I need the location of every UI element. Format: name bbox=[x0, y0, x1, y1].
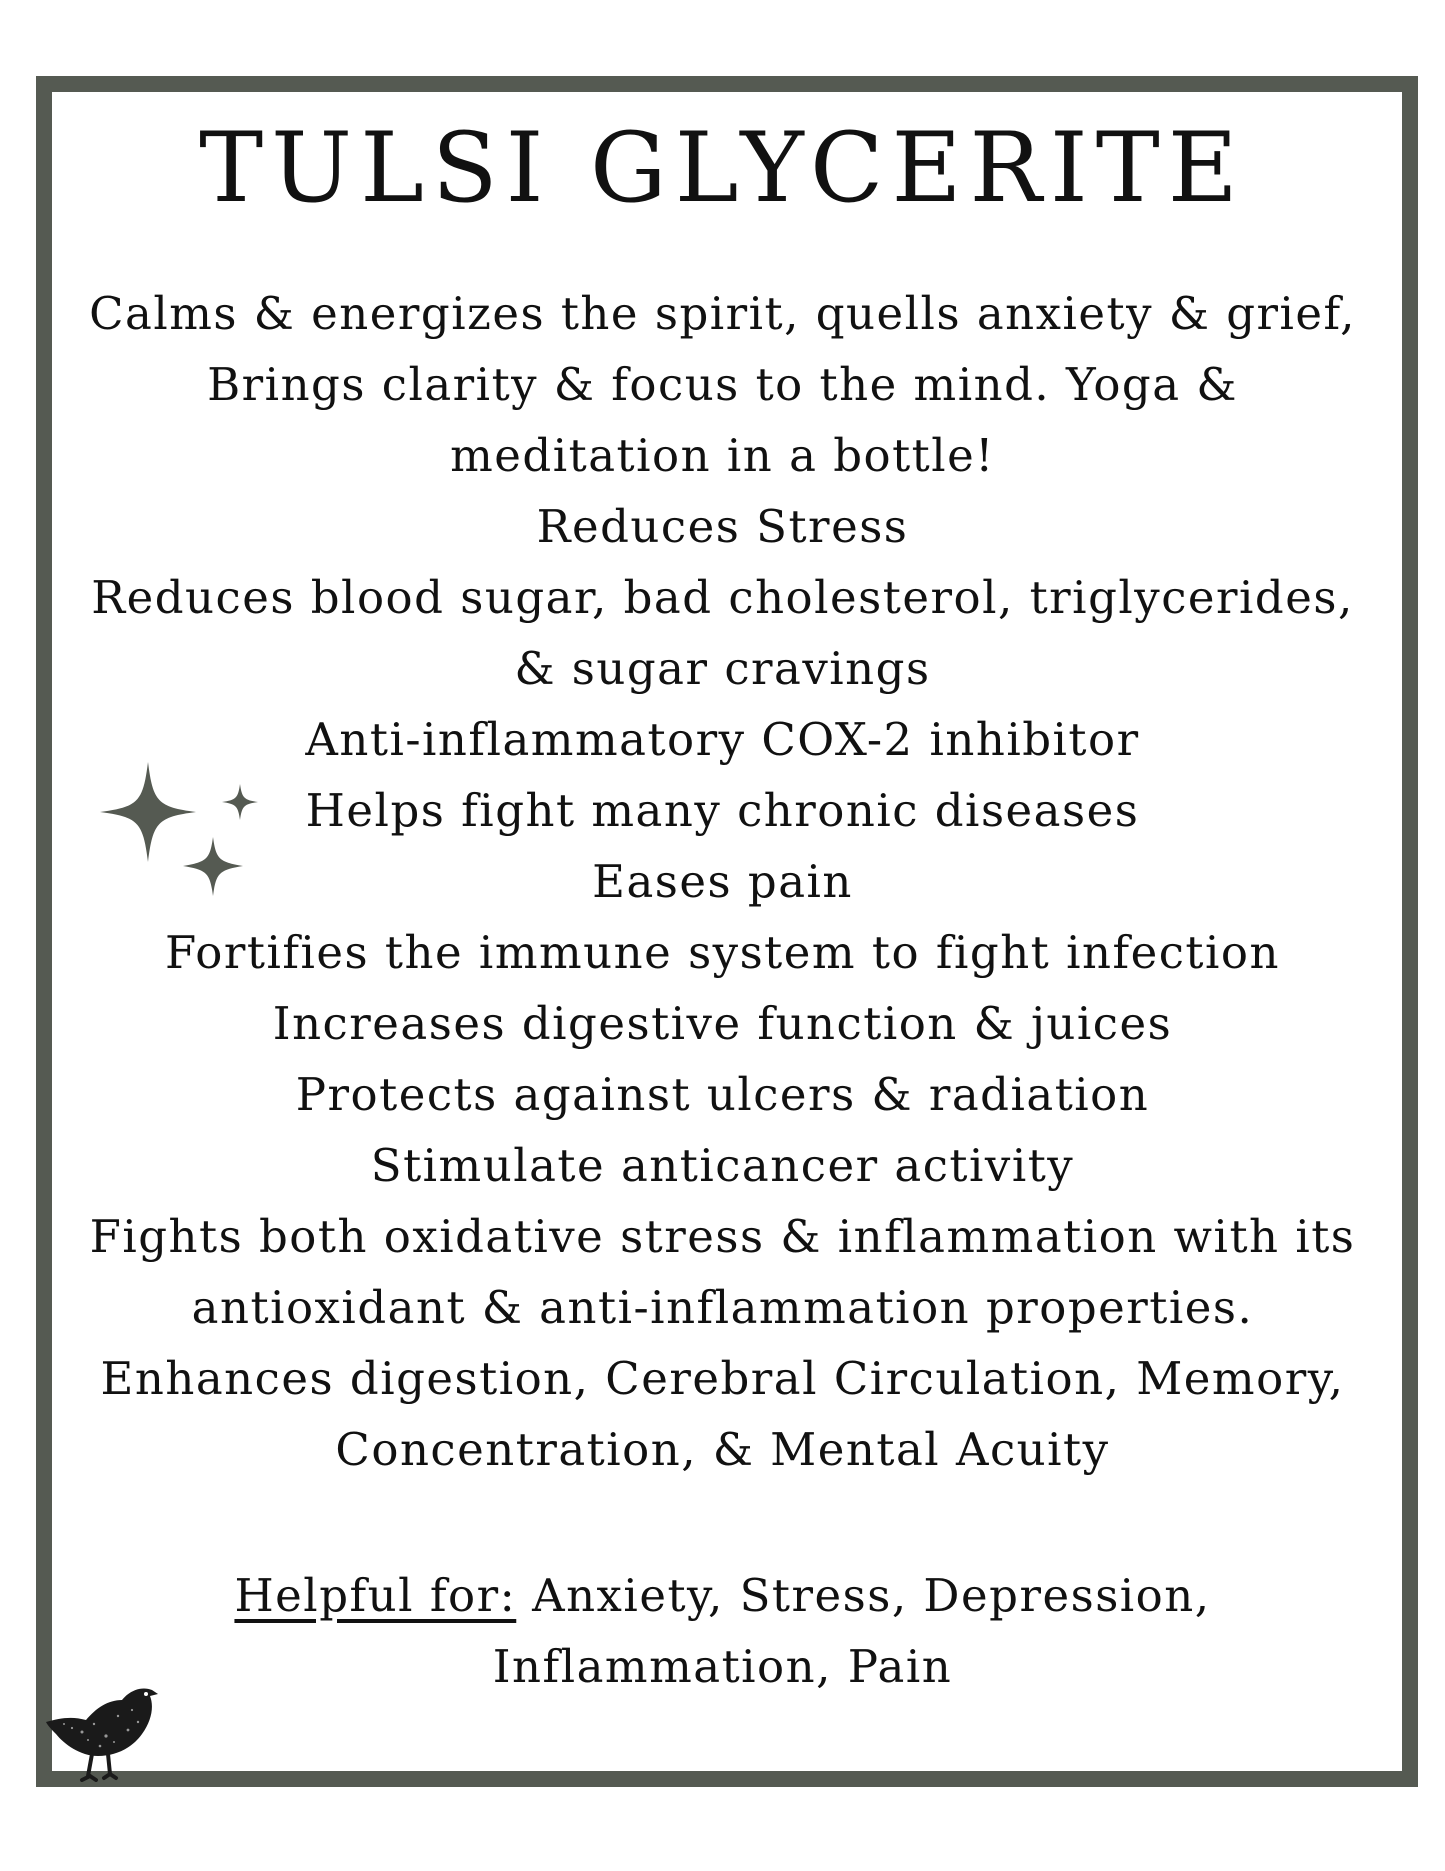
benefit-line: & sugar cravings bbox=[514, 642, 931, 695]
benefit-line: Stimulate anticancer activity bbox=[370, 1139, 1075, 1192]
benefit-line: Fortifies the immune system to fight infection bbox=[165, 926, 1280, 979]
benefit-line: Increases digestive function & juices bbox=[272, 997, 1173, 1050]
benefit-line: Brings clarity & focus to the mind. Yoga & bbox=[207, 358, 1238, 411]
benefit-line: Calms & energizes the spirit, quells anxiety & grief, bbox=[89, 287, 1356, 340]
helpful-for-list: Anxiety, Stress, Depression, bbox=[516, 1569, 1211, 1622]
sparkles-icon bbox=[98, 762, 268, 902]
benefit-line: Protects against ulcers & radiation bbox=[295, 1068, 1150, 1121]
bird-icon bbox=[42, 1676, 158, 1782]
helpful-for-label: Helpful for: bbox=[234, 1569, 517, 1622]
benefit-line: Eases pain bbox=[592, 855, 853, 908]
bird-legs bbox=[82, 1754, 116, 1780]
helpful-for-list-continued: Inflammation, Pain bbox=[492, 1640, 953, 1693]
benefit-line: Concentration, & Mental Acuity bbox=[335, 1423, 1110, 1476]
benefit-line: Enhances digestion, Cerebral Circulation, Memory, bbox=[100, 1352, 1345, 1405]
benefit-line: Helps fight many chronic diseases bbox=[305, 784, 1140, 837]
benefit-line: antioxidant & anti-inflammation properties. bbox=[191, 1281, 1254, 1334]
sparkle-large bbox=[100, 762, 196, 862]
benefit-line: Reduces Stress bbox=[536, 500, 909, 553]
helpful-for-section bbox=[70, 1560, 1375, 1702]
benefit-line: Anti-inflammatory COX-2 inhibitor bbox=[305, 713, 1140, 766]
sparkle-medium bbox=[183, 837, 243, 896]
benefit-line: meditation in a bottle! bbox=[450, 429, 995, 482]
product-title: TULSI GLYCERITE bbox=[199, 112, 1246, 224]
helpful-for-line bbox=[234, 1569, 1210, 1622]
benefit-line: Reduces blood sugar, bad cholesterol, triglycerides, bbox=[91, 571, 1354, 624]
bird-body bbox=[46, 1688, 158, 1756]
sparkle-small bbox=[222, 784, 258, 820]
benefit-line: Fights both oxidative stress & inflammation with its bbox=[89, 1210, 1356, 1263]
